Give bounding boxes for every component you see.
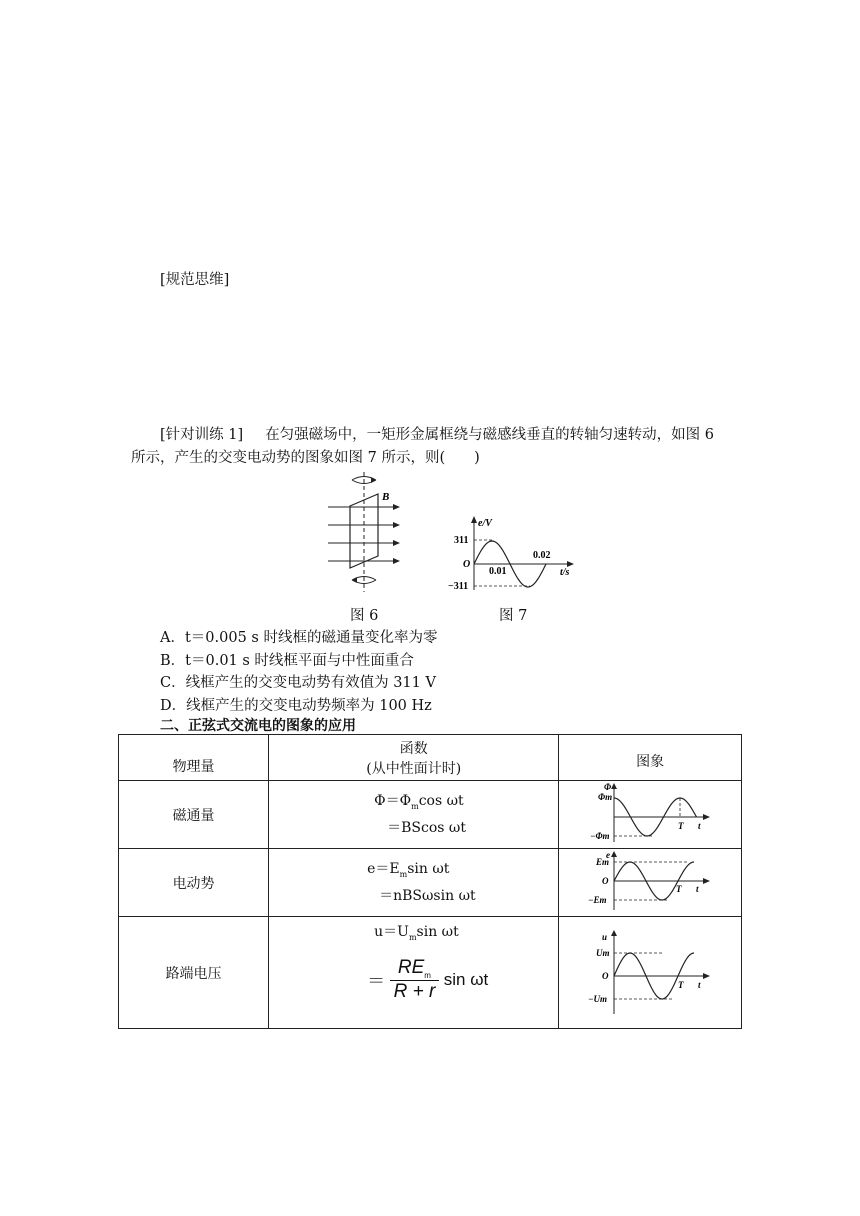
exercise-text-1: 在匀强磁场中，一矩形金属框绕与磁感线垂直的转轴匀速转动，如图 6 <box>265 427 714 443</box>
exercise-line-2: 所示，产生的交变电动势的图象如图 7 所示，则( ) <box>131 450 480 466</box>
header-function-line2: (从中性面计时) <box>366 760 462 777</box>
voltage-period-label: T <box>678 979 684 990</box>
voltage-y-label: u <box>602 931 608 942</box>
row-graph-flux <box>559 781 742 849</box>
emf-min-label: −Em <box>588 894 607 905</box>
figure-7-tick-001: 0.01 <box>489 566 507 577</box>
flux-min-label: −Φm <box>590 830 610 841</box>
figure-6-caption: 图 6 <box>350 608 379 624</box>
voltage-t-label: t <box>698 979 701 990</box>
row-quantity-flux: 磁通量 <box>119 781 269 849</box>
voltage-sine-graph <box>588 926 712 1016</box>
formula-emf-line2: ＝nBSωsin ωt <box>379 888 476 905</box>
option-c: C．线框产生的交变电动势有效值为 311 V <box>160 675 436 691</box>
row-quantity-voltage: 路端电压 <box>119 917 269 1029</box>
figure-7-tick-002: 0.02 <box>533 550 551 561</box>
formula-emf-line1: $e=E_m\sin$ ωt <box>367 860 450 879</box>
row-graph-voltage <box>559 917 742 1029</box>
option-b: B．t＝0.01 s 时线框平面与中性面重合 <box>160 653 414 669</box>
section-heading: 二、正弦式交流电的图象的应用 <box>160 718 356 734</box>
figure-7-caption: 图 7 <box>499 608 528 624</box>
row-formula-emf <box>269 849 559 917</box>
formula-voltage-line1: $u=U_m\sin$ ωt <box>374 924 459 942</box>
voltage-fraction: $\frac{RE_m}{R + r}$ <box>390 957 440 1003</box>
flux-cosine-graph <box>588 782 712 844</box>
row-quantity-emf: 电动势 <box>119 849 269 917</box>
flux-y-label: Φ <box>604 781 612 792</box>
emf-period-label: T <box>676 883 682 894</box>
figure-6-label-b: B <box>382 491 390 503</box>
flux-period-label: T <box>678 820 684 831</box>
table-row <box>119 849 742 917</box>
voltage-origin-label: O <box>602 970 609 981</box>
emf-y-label: e <box>606 849 611 860</box>
figure-7-y-label: e/V <box>478 518 492 529</box>
figure-7-origin-label: O <box>463 559 471 570</box>
header-function <box>269 735 559 781</box>
figure-6-coil-diagram <box>322 470 406 594</box>
voltage-min-label: −Um <box>588 993 608 1004</box>
figure-7-emf-graph <box>446 514 578 594</box>
flux-max-label: Φm <box>598 791 613 802</box>
header-function-line1: 函数 <box>399 740 428 757</box>
figure-7-ymin-label: −311 <box>448 581 469 592</box>
option-a: A．t＝0.005 s 时线框的磁通量变化率为零 <box>160 630 438 646</box>
option-d: D．线框产生的交变电动势频率为 100 Hz <box>160 698 432 714</box>
exercise-line-1 <box>160 423 714 444</box>
formula-flux-line1: $\Phi=\Phi_m\cos$ ωt <box>374 792 464 811</box>
emf-t-label: t <box>696 883 699 894</box>
exercise-tag: [针对训练 1] <box>160 427 244 443</box>
emf-max-label: Em <box>596 856 610 867</box>
sine-ac-table <box>118 734 742 1029</box>
formula-flux-line2: ＝BScos ωt <box>387 820 466 837</box>
formula-voltage-fraction: ＝ $\frac{RE_m}{R + r}$ sin ωt <box>367 956 489 1002</box>
header-quantity: 物理量 <box>119 735 269 781</box>
header-graph: 图象 <box>559 735 742 781</box>
row-formula-voltage <box>269 917 559 1029</box>
emf-sine-graph <box>588 850 712 912</box>
table-header-row <box>119 735 742 781</box>
figure-7-ymax-label: 311 <box>454 535 469 546</box>
emf-origin-label: O <box>602 875 609 886</box>
table-row <box>119 781 742 849</box>
flux-t-label: t <box>698 820 701 831</box>
figure-7-x-label: t/s <box>560 567 570 578</box>
row-graph-emf <box>559 849 742 917</box>
voltage-max-label: Um <box>596 947 610 958</box>
table-row <box>119 917 742 1029</box>
section-label: [规范思维] <box>160 272 230 288</box>
row-formula-flux <box>269 781 559 849</box>
